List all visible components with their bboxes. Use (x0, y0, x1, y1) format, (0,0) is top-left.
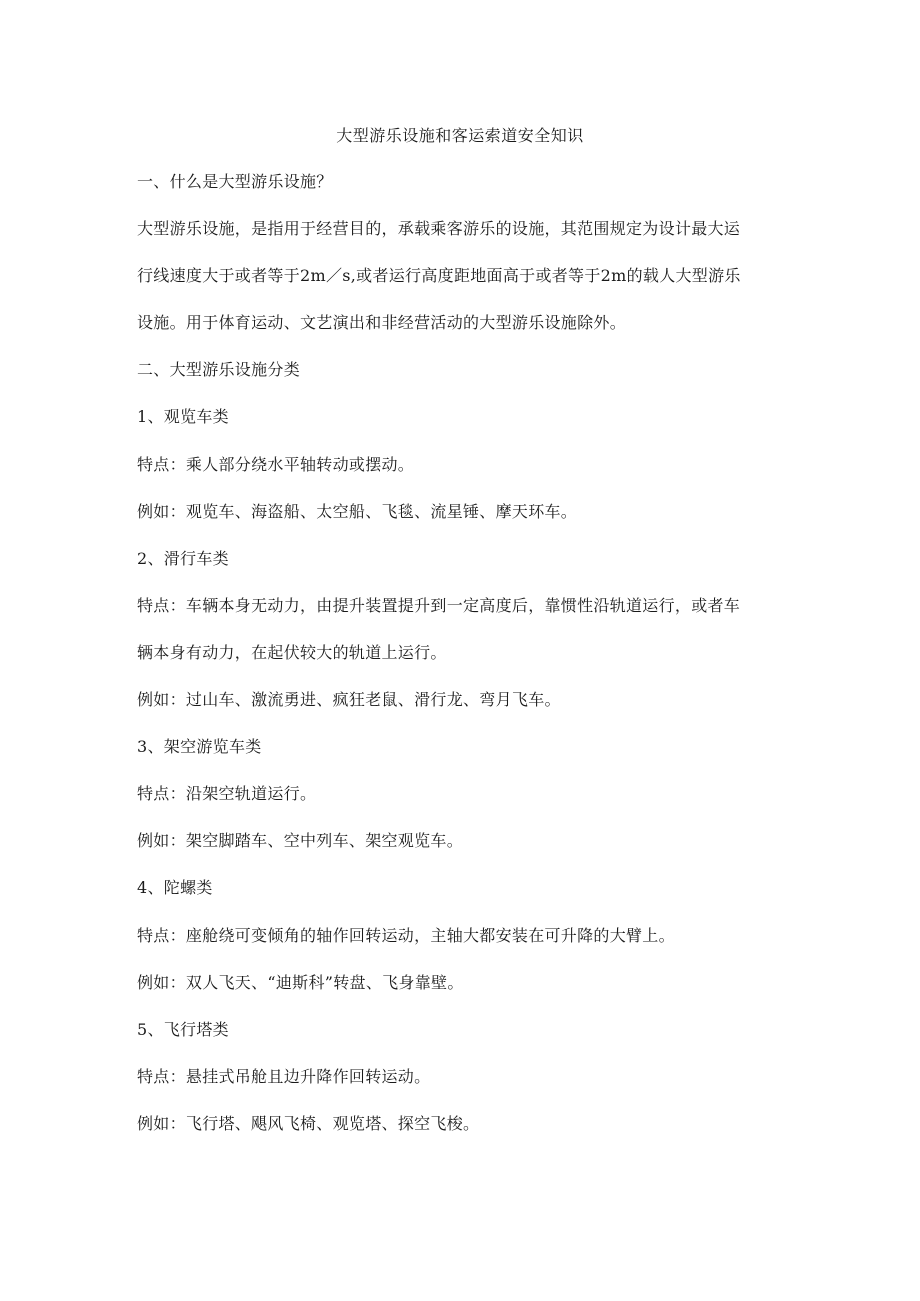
example-line: 例如：过山车、激流勇进、疯狂老鼠、滑行龙、弯月飞车。 (137, 690, 561, 710)
section-heading: 二、大型游乐设施分类 (137, 360, 301, 380)
paragraph-line: 大型游乐设施，是指用于经营目的，承载乘客游乐的设施，其范围规定为设计最大运 (137, 219, 741, 239)
document-body (137, 170, 785, 1159)
paragraph-line: 设施。用于体育运动、文艺演出和非经营活动的大型游乐设施除外。 (137, 313, 627, 333)
feature-line: 特点：沿架空轨道运行。 (137, 784, 317, 804)
example-line: 例如：飞行塔、飓风飞椅、观览塔、探空飞梭。 (137, 1113, 480, 1133)
feature-line: 辆本身有动力，在起伏较大的轨道上运行。 (137, 642, 447, 662)
document-title: 大型游乐设施和客运索道安全知识 (336, 126, 584, 145)
feature-line: 特点：车辆本身无动力，由提升装置提升到一定高度后，靠惯性沿轨道运行，或者车 (137, 595, 741, 615)
category-heading: 1、观览车类 (137, 407, 229, 427)
category-heading: 3、架空游览车类 (137, 737, 262, 757)
section-heading: 一、什么是大型游乐设施？ (137, 172, 333, 191)
category-heading: 2、滑行车类 (137, 548, 229, 568)
example-line: 例如：架空脚踏车、空中列车、架空观览车。 (137, 831, 464, 851)
example-line: 例如：双人飞天、“迪斯科”转盘、飞身靠壁。 (137, 972, 464, 992)
paragraph-line: 行线速度大于或者等于2m／s,或者运行高度距地面高于或者等于2m的载人大型游乐 (137, 266, 741, 286)
category-heading: 4、陀螺类 (137, 878, 213, 898)
feature-line: 特点：乘人部分绕水平轴转动或摆动。 (137, 454, 415, 474)
example-line: 例如：观览车、海盗船、太空船、飞毯、流星锤、摩天环车。 (137, 501, 578, 521)
feature-line: 特点：悬挂式吊舱且边升降作回转运动。 (137, 1066, 431, 1086)
category-heading: 5、飞行塔类 (137, 1019, 229, 1039)
feature-line: 特点：座舱绕可变倾角的轴作回转运动，主轴大都安装在可升降的大臂上。 (137, 925, 675, 945)
